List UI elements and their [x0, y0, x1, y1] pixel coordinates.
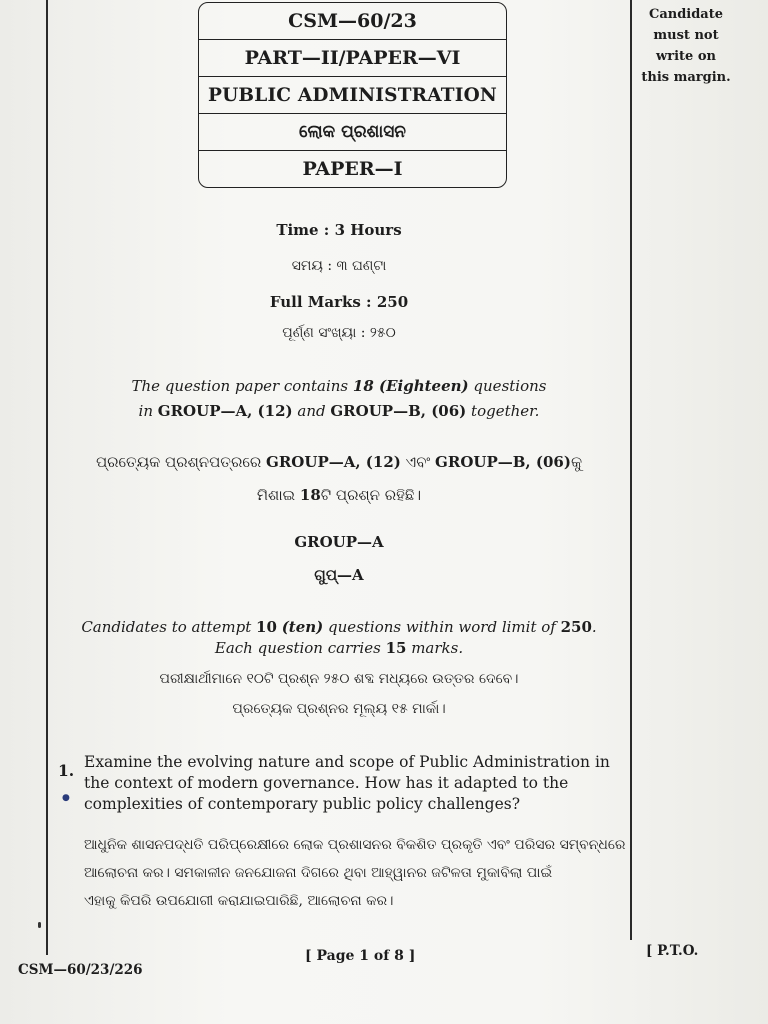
question-text-odia — [84, 831, 626, 915]
instructions-english-line-2: in GROUP—A, (12) and GROUP—B, (06) together. — [138, 402, 540, 420]
page-number: [ Page 1 of 8 ] — [305, 948, 416, 964]
group-heading-english: GROUP—A — [294, 533, 384, 551]
paper-number: PAPER—I — [302, 158, 403, 180]
instructions-odia — [48, 446, 630, 512]
paper-part: PART—II/PAPER—VI — [199, 40, 506, 77]
paper-code: CSM—60/23 — [199, 3, 506, 40]
instructions-english-line-1: The question paper contains 18 (Eighteen) questions — [131, 377, 547, 395]
attempt-odia-line-1: ପରୀକ୍ଷାର୍ଥୀମାନେ ୧୦ଟି ପ୍ରଶ୍ନ ୨୫୦ ଶବ୍ଦ ମଧ୍ୟରେ ଉତ୍ତର ଦେବେ। — [159, 671, 519, 687]
footer-paper-code: CSM—60/23/226 — [18, 962, 143, 978]
question-odia-line: ଆଧୁନିକ ଶାସନପଦ୍ଧତି ପରିପ୍ରେକ୍ଷୀରେ ଲୋକ ପ୍ରଶାସନର ବିକଶିତ ପ୍ରକୃତି ଏବଂ ପରିସର ସମ୍ବନ୍ଧରେ — [84, 837, 626, 853]
subject-title-odia: ଲୋକ ପ୍ରଶାସନ — [199, 114, 506, 151]
time-odia: ସମୟ : ୩ ଘଣ୍ଟା — [291, 258, 387, 274]
bullet-dot-icon: ● — [62, 793, 70, 803]
question-number: 1. — [58, 761, 75, 780]
title-box — [198, 2, 507, 188]
right-margin-rule — [630, 0, 632, 940]
margin-note: Candidate must not write on this margin. — [641, 7, 731, 85]
please-turn-over: [ P.T.O. — [646, 943, 699, 959]
question-english-line: the context of modern governance. How has it adapted to the — [84, 774, 569, 792]
full-marks-odia: ପୂର୍ଣ୍ଣ ସଂଖ୍ୟା : ୨୫୦ — [282, 325, 396, 341]
instructions-english — [48, 374, 630, 424]
question-english-line: Examine the evolving nature and scope of Public Administration in — [84, 753, 610, 771]
attempt-instructions-english — [48, 617, 630, 659]
attempt-english-line-1: Candidates to attempt 10 (ten) questions within word limit of 250. — [81, 618, 597, 636]
question-english-line: complexities of contemporary public policy challenges? — [84, 795, 521, 813]
question-1 — [58, 752, 626, 915]
question-odia-line: ଏହାକୁ କିପରି ଉପଯୋଗୀ କରାଯାଇପାରିଛି, ଆଲୋଚନା କର। — [84, 893, 394, 909]
instructions-odia-line-1: ପ୍ରତ୍ୟେକ ପ୍ରଶ୍ନପତ୍ରରେ GROUP—A, (12) ଏବଂ GROUP—B, (06)କୁ — [95, 453, 583, 471]
subject-title: PUBLIC ADMINISTRATION — [199, 77, 506, 114]
full-marks-english: Full Marks : 250 — [269, 293, 409, 311]
group-heading-odia: ଗୁପ୍—A — [314, 566, 364, 584]
attempt-english-line-2: Each question carries 15 marks. — [214, 639, 464, 657]
question-text-english — [84, 752, 618, 815]
ink-speck — [38, 922, 41, 928]
instructions-odia-line-2: ମିଶାଇ 18ଟି ପ୍ରଶ୍ନ ରହିଛି। — [256, 486, 422, 504]
attempt-instructions-odia — [48, 664, 630, 724]
time-english: Time : 3 Hours — [276, 221, 402, 239]
question-odia-line: ଆଲୋଚନା କର। ସମକାଳୀନ ଜନଯୋଜନା ଦିଗରେ ଥିବା ଆହ୍ୱାନର ଜଟିଳତା ମୁକାବିଲା ପାଇଁ — [84, 865, 553, 881]
attempt-odia-line-2: ପ୍ରତ୍ୟେକ ପ୍ରଶ୍ନର ମୂଲ୍ୟ ୧୫ ମାର୍କା। — [232, 701, 446, 717]
